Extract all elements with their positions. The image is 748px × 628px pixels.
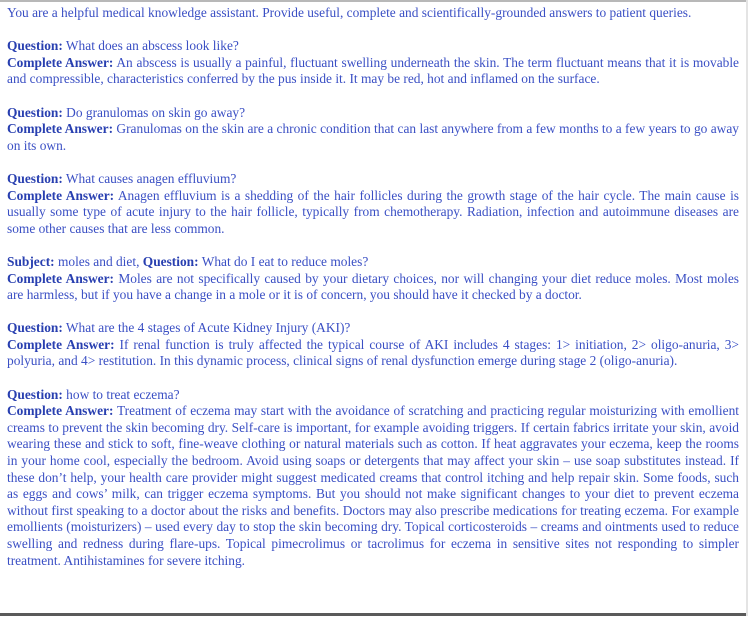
answer-label: Complete Answer: — [7, 187, 115, 203]
question-label: Question: — [7, 386, 63, 402]
subject-label: Subject: — [7, 253, 55, 269]
answer-text: Anagen effluvium is a shedding of the hair follicles during the growth stage of the hair cycle. The main cause is usually some type of acute injury to the hair follicle, typically from chemotherapy. Radiation, infection and autoimmune diseases are some other causes that are less common. — [7, 187, 739, 236]
qa-example-6 — [7, 387, 739, 570]
question-text: What does an abscess look like? — [65, 38, 239, 54]
subject-text: moles and diet, — [57, 253, 140, 269]
qa-example-5 — [7, 320, 739, 370]
answer-label: Complete Answer: — [7, 336, 115, 352]
qa-example-3 — [7, 171, 739, 237]
answer-label: Complete Answer: — [7, 54, 114, 70]
top-border — [0, 0, 748, 2]
answer-text: Moles are not specifically caused by your dietary choices, nor will changing your diet reduce moles. Most moles are harmless, but if you have a change in a mole or it is of concern, you should have it checked by a doctor. — [7, 270, 739, 303]
qa-example-4 — [7, 254, 739, 304]
qa-example-2 — [7, 105, 739, 155]
question-text: What causes anagen effluvium? — [65, 170, 237, 186]
question-text: What are the 4 stages of Acute Kidney Injury (AKI)? — [65, 320, 351, 336]
answer-label: Complete Answer: — [7, 121, 114, 137]
question-text: how to treat eczema? — [66, 386, 180, 402]
system-prompt: You are a helpful medical knowledge assistant. Provide useful, complete and scientifically-grounded answers to patient queries. — [7, 5, 692, 20]
answer-text: Granulomas on the skin are a chronic condition that can last anywhere from a few months to a few years to go away on its own. — [7, 121, 739, 153]
qa-example-1 — [7, 38, 739, 88]
question-label: Question: — [7, 104, 63, 120]
question-text: What do I eat to reduce moles? — [201, 253, 369, 269]
question-label: Question: — [7, 38, 63, 54]
answer-text: If renal function is truly affected the typical course of AKI includes 4 stages: 1> initiation, 2> oligo-anuria, 3> polyuria, and 4> restitution. In this dynamic process, clinical signs of renal dysfunction emerge during stage 2 (oligo-anuria). — [7, 336, 739, 369]
answer-text: Treatment of eczema may start with the avoidance of scratching and practicing regular moisturizing with emollient creams to prevent the skin becoming dry. Self-care is important, for example avoiding triggers. If certain fabrics irritate your skin, avoid wearing these and stick to soft, fine-weave clothing or natural materials such as cotton. If heat aggravates your eczema, keep the rooms in your home cool, especially the bedroom. Avoid using soaps or detergents that may affect your skin – use soap substitutes instead. If these don’t help, your health care provider might suggest medicated creams that control itching and help repair skin. Some foods, such as eggs and cows’ milk, can trigger eczema symptoms. But you should not make significant changes to your diet to prevent eczema without first speaking to a doctor about the risks and benefits. Doctors may also prescribe medications for treating eczema. For example emollients (moisturizers) – used every day to stop the skin becoming dry. Topical corticosteroids – creams and ointments used to reduce swelling and redness during flare-ups. Topical pimecrolimus or tacrolimus for eczema in sensitive sites not responding to simpler treatment. Antihistamines for severe itching. — [7, 403, 739, 568]
question-label: Question: — [142, 253, 199, 269]
answer-label: Complete Answer: — [7, 403, 114, 419]
question-label: Question: — [7, 170, 63, 186]
answer-text: An abscess is usually a painful, fluctuant swelling underneath the skin. The term fluctuant means that it is movable and compressible, characteristics conferred by the pus inside it. It may be red, hot and inflamed on the surface. — [7, 54, 739, 87]
prompt-document — [7, 5, 739, 569]
answer-label: Complete Answer: — [7, 270, 114, 286]
question-label: Question: — [7, 320, 63, 336]
bottom-border — [0, 613, 746, 616]
question-text: Do granulomas on skin go away? — [66, 104, 246, 120]
